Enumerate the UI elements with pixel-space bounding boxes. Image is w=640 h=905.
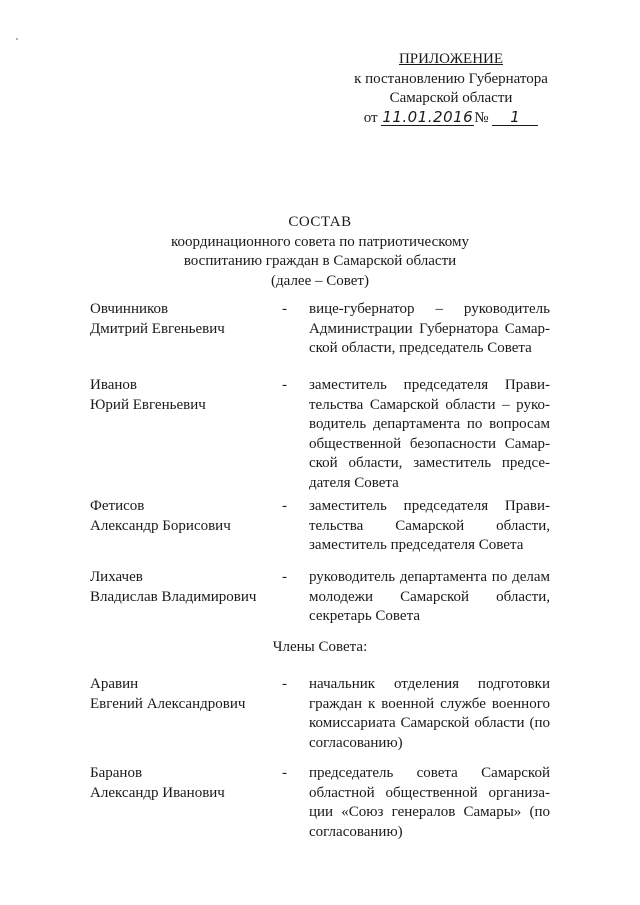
person-given-names: Владислав Владимирович <box>90 588 257 605</box>
role-line: дателя Совета <box>309 474 399 491</box>
role-line: согласованию) <box>309 823 403 840</box>
role-line: молодежи Самарской области, <box>309 588 550 605</box>
person-surname: Иванов <box>90 377 137 393</box>
role-line: тельства Самарской области – руко- <box>309 396 550 413</box>
entry-dash: - <box>282 377 287 393</box>
role-line: тельства Самарской области, <box>309 517 550 534</box>
person-surname: Аравин <box>90 676 139 692</box>
role-line: заместитель председателя Прави- <box>309 498 550 514</box>
appendix-line-1: к постановлению Губернатора <box>354 70 548 87</box>
entry-dash: - <box>282 301 287 317</box>
role-line: ской области, заместитель предсе- <box>309 455 550 471</box>
entry-dash: - <box>282 765 287 781</box>
heading-line-1: координационного совета по патриотическому <box>171 233 469 250</box>
number-sign: № <box>474 109 489 126</box>
entry-dash: - <box>282 569 287 585</box>
heading-line-3: (далее – Совет) <box>271 272 369 289</box>
person-role <box>309 568 550 627</box>
role-line: ской области, председатель Совета <box>309 340 532 356</box>
role-line: начальник отделения подготовки <box>309 676 550 692</box>
role-line: комиссариата Самарской области (по <box>309 715 550 731</box>
entry-dash: - <box>282 676 287 692</box>
person-name <box>90 764 280 803</box>
person-role <box>309 764 550 842</box>
appendix-date-row <box>336 109 566 129</box>
person-given-names: Дмитрий Евгеньевич <box>90 320 225 337</box>
role-line: председатель совета Самарской <box>309 765 550 781</box>
appendix-block <box>336 50 566 128</box>
role-line: областной общественной организа- <box>309 784 550 801</box>
document-heading <box>120 213 520 291</box>
heading-title: СОСТАВ <box>288 214 352 230</box>
handwritten-number: 1 <box>492 109 538 126</box>
heading-line-2: воспитанию граждан в Самарской области <box>183 253 457 269</box>
handwritten-date: 11.01.2016 <box>382 107 474 126</box>
person-surname: Баранов <box>90 765 143 781</box>
role-line: руководитель департамента по делам <box>309 569 550 585</box>
scan-speck <box>16 38 18 40</box>
role-line: заместитель председателя Прави- <box>309 377 550 393</box>
person-given-names: Юрий Евгеньевич <box>90 396 206 413</box>
person-surname: Лихачев <box>90 569 143 585</box>
role-line: ции «Союз генералов Самары» (по <box>309 804 550 820</box>
person-role <box>309 675 550 753</box>
role-line: вице-губернатор – руководитель <box>309 301 550 317</box>
person-role <box>309 300 550 359</box>
person-name <box>90 675 280 714</box>
person-given-names: Александр Борисович <box>90 517 231 534</box>
person-given-names: Евгений Александрович <box>90 695 246 712</box>
person-name <box>90 497 280 536</box>
person-role <box>309 497 550 556</box>
role-line: граждан к военной службе военного <box>309 695 550 712</box>
person-name <box>90 376 280 415</box>
appendix-title: ПРИЛОЖЕНИЕ <box>398 51 504 67</box>
person-surname: Овчинников <box>90 301 169 317</box>
entry-dash: - <box>282 498 287 514</box>
date-prefix: от <box>363 109 378 126</box>
role-line: секретарь Совета <box>309 608 420 624</box>
person-name <box>90 568 280 607</box>
person-given-names: Александр Иванович <box>90 784 225 801</box>
role-line: общественной безопасности Самар- <box>309 435 550 452</box>
person-surname: Фетисов <box>90 498 145 514</box>
role-line: согласованию) <box>309 734 403 751</box>
person-role <box>309 376 550 493</box>
role-line: заместитель председателя Совета <box>309 537 524 553</box>
members-heading: Члены Совета: <box>272 639 368 655</box>
appendix-line-2: Самарской области <box>389 90 513 106</box>
role-line: Администрации Губернатора Самар- <box>309 320 550 337</box>
person-name <box>90 300 280 339</box>
role-line: водитель департамента по вопросам <box>309 416 550 432</box>
